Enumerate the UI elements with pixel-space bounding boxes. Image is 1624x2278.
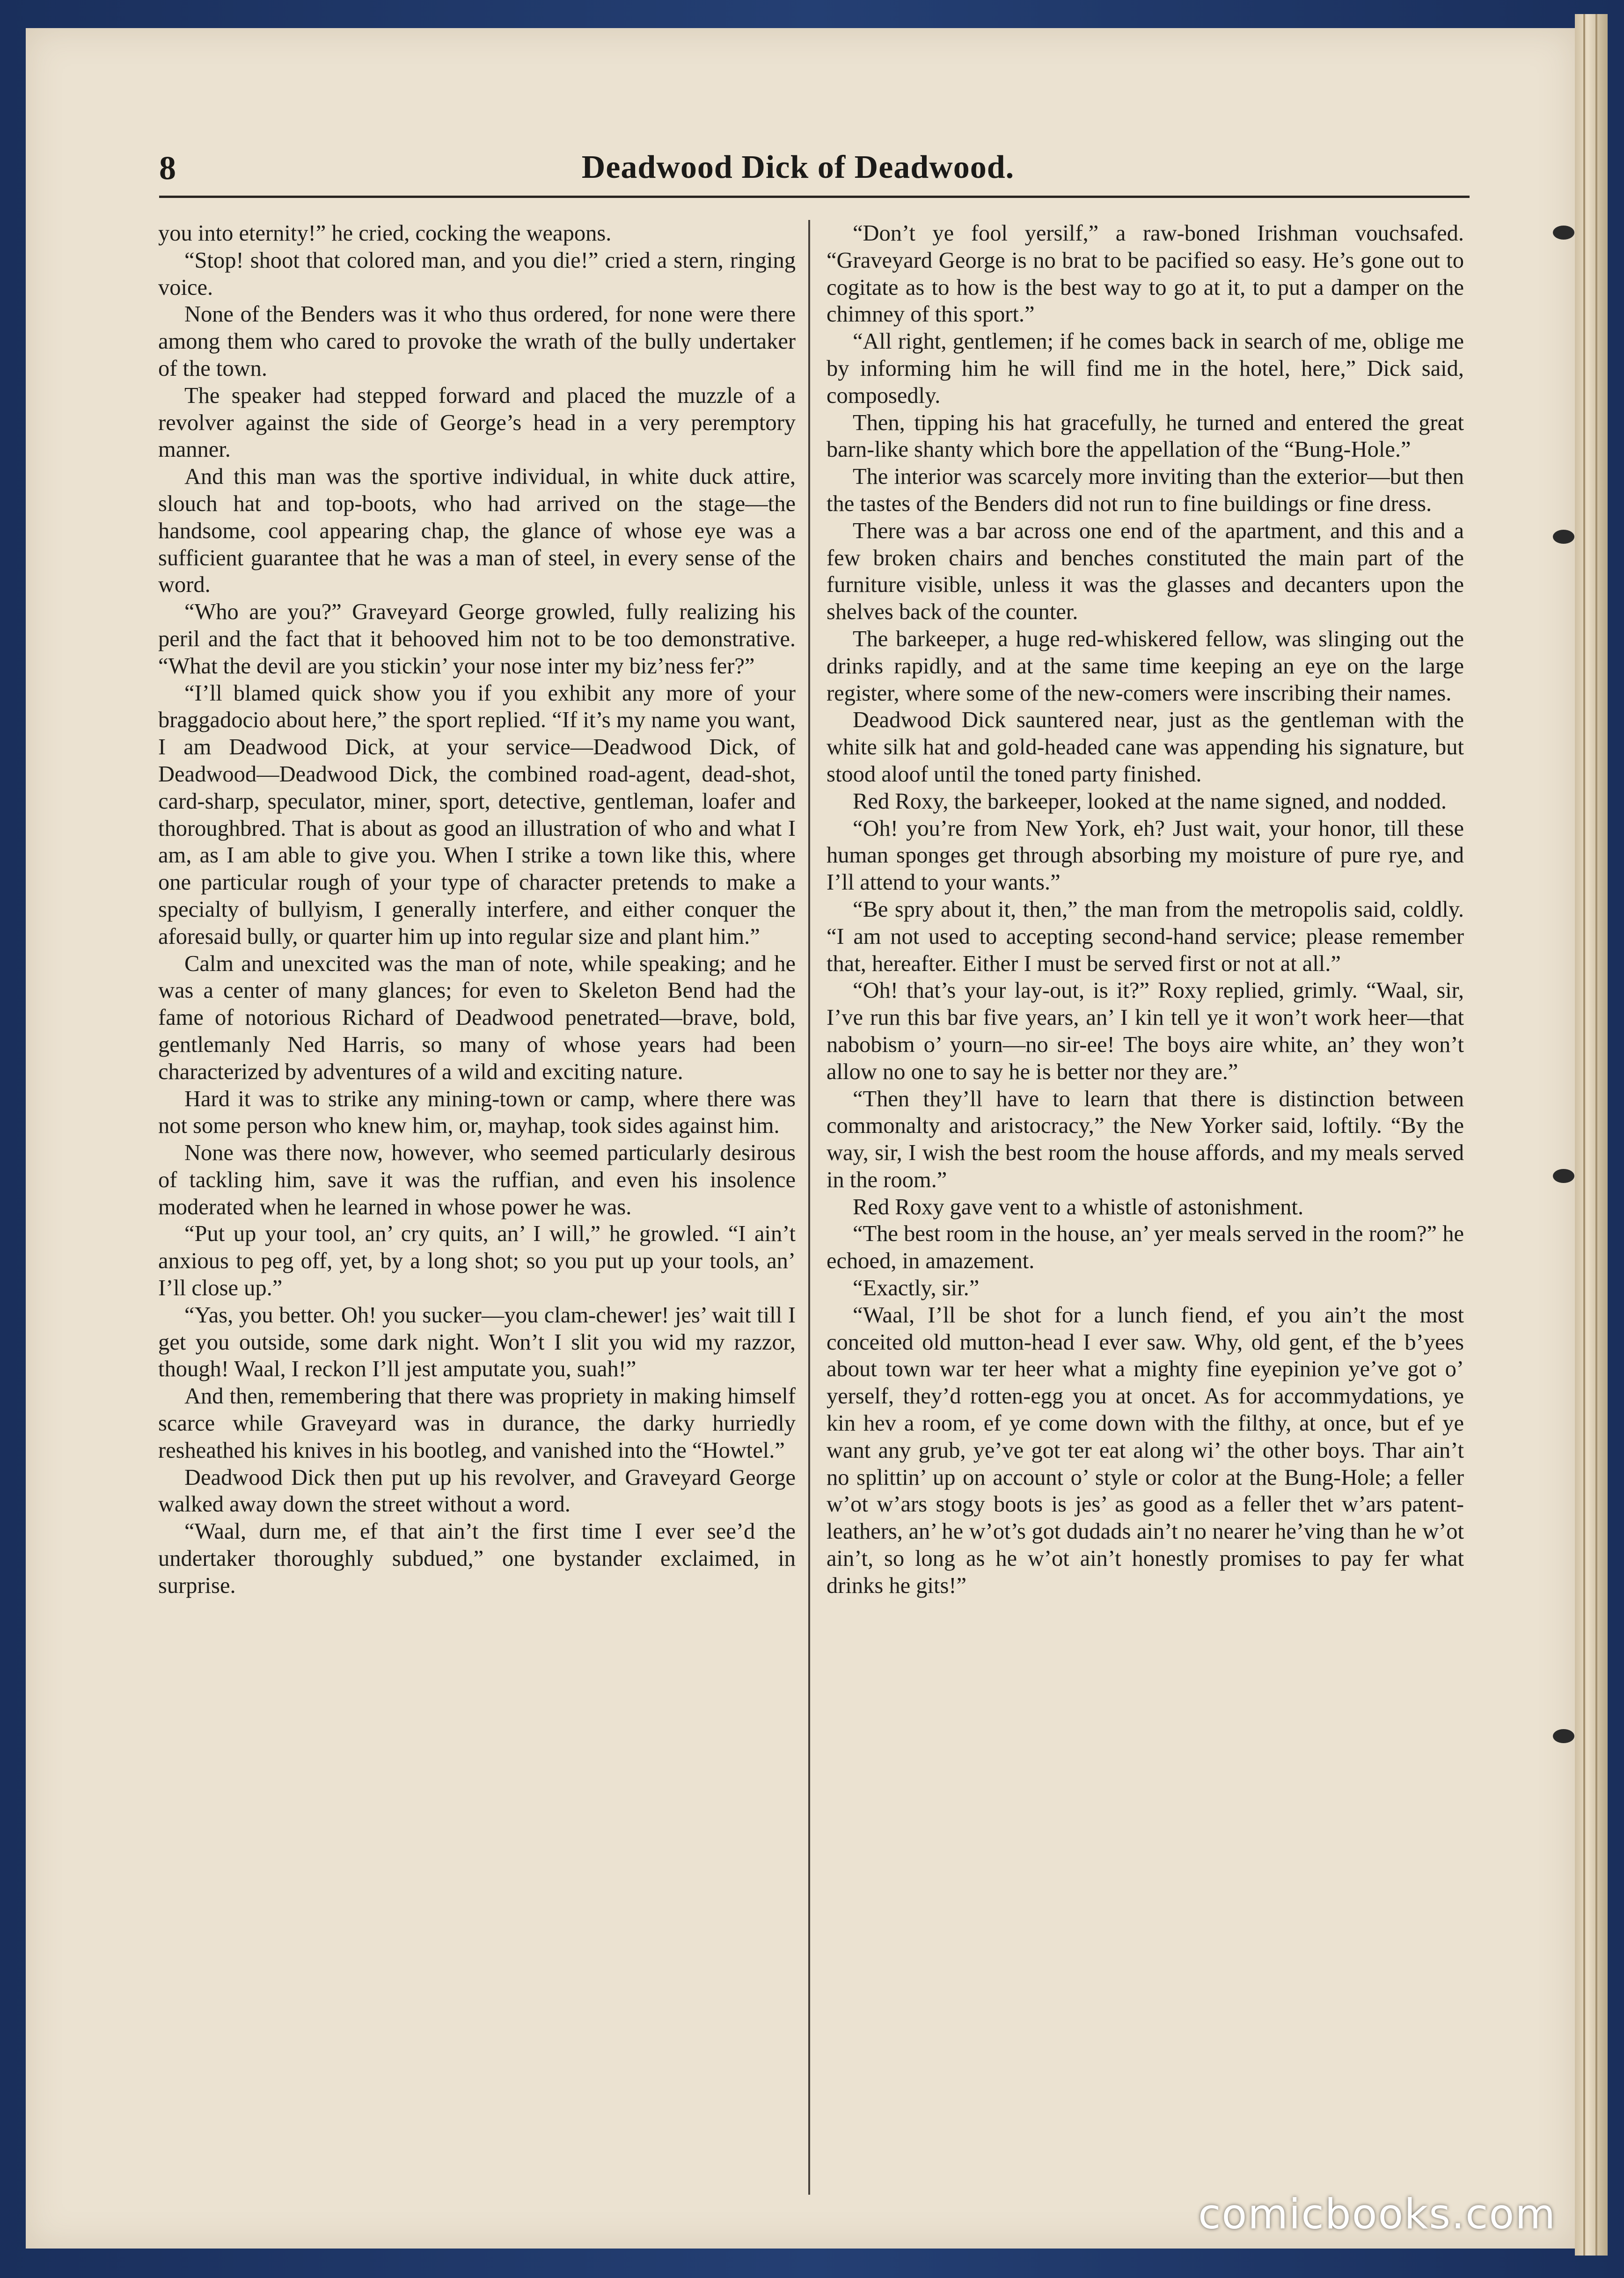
- text-column-right: [827, 220, 1464, 2195]
- paragraph: “Waal, durn me, ef that ain’t the first time I ever see’d the undertaker thoroughly subdued,” one bystander exclaimed, in surprise.: [158, 1519, 796, 1598]
- paragraph: “The best room in the house, an’ yer meals served in the room?” he echoed, in amazement.: [827, 1221, 1464, 1274]
- paragraph: The interior was scarcely more inviting than the exterior—but then the tastes of the Benders did not run to fine buildings or fine dress.: [827, 464, 1464, 516]
- paragraph: “All right, gentlemen; if he comes back in search of me, oblige me by informing him he will find me in the hotel, here,” Dick said, composedly.: [827, 329, 1464, 408]
- running-title: Deadwood Dick of Deadwood.: [581, 149, 1015, 185]
- page-edge-line: [1595, 14, 1597, 2256]
- paragraph: “I’ll blamed quick show you if you exhibit any more of your braggadocio about here,” the sport replied. “If it’s my name you want, I am Deadwood Dick, at your service—Deadwood Dick, of Deadwood—Deadwood Dick, the combined road-agent, dead-shot, card-sharp, speculator, miner, sport, detective, gentleman, loafer and thoroughbred. That is about as good an illustration of who and what I am, as I am able to give you. When I strike a town like this, where one particular rough of your type of character pretends to make a specialty of bullyism, I generally interfere, and either conquer the aforesaid bully, or quarter him up into regular size and plant him.”: [158, 680, 796, 949]
- paragraph: “Be spry about it, then,” the man from the metropolis said, coldly. “I am not used to accepting second-hand service; please remember that, hereafter. Either I must be served first or not at all.”: [827, 897, 1464, 976]
- binding-hole-2: [1553, 530, 1574, 544]
- paragraph: you into eternity!” he cried, cocking the weapons.: [158, 221, 612, 246]
- page-number: 8: [159, 149, 176, 187]
- binding-hole-4: [1553, 1729, 1574, 1743]
- paragraph: “Don’t ye fool yersilf,” a raw-boned Irishman vouchsafed. “Graveyard George is no brat to be pacified so easy. He’s gone out to cogitate as to how is the best way to go at it, to put a damper on the chimney of this sport.”: [827, 221, 1464, 327]
- paragraph: “Oh! you’re from New York, eh? Just wait, your honor, till these human sponges get through absorbing my moisture of pure rye, and I’ll attend to your wants.”: [827, 816, 1464, 895]
- binding-hole-1: [1553, 226, 1574, 240]
- paragraph: None of the Benders was it who thus ordered, for none were there among them who cared to provoke the wrath of the bully undertaker of the town.: [158, 302, 796, 381]
- paragraph: The barkeeper, a huge red-whiskered fellow, was slinging out the drinks rapidly, and at the same time keeping an eye on the large register, where some of the new-comers were inscribing their names.: [827, 626, 1464, 706]
- paragraph: “Waal, I’ll be shot for a lunch fiend, ef you ain’t the most conceited old mutton-head I ever saw. Why, old gent, ef the b’yees about town war ter heer what a mighty fine eyepinion ye’ve got o’ yerself, they’d rotten-egg you at oncet. As for accommydations, ye kin hev a room, ef ye come down with the filthy, at once, but ef ye want any grub, ye’ve got ter eat along wi’ the other boys. Thar ain’t no splittin’ up on account o’ style or color at the Bung-Hole; a feller w’ot w’ars stogy boots is jes’ as good as a feller thet w’ars patent-leathers, an’ he w’ot’s got dudads ain’t no nearer he’ving than he w’ot ain’t, so long as he w’ot ain’t honestly promises to pay fer what drinks he gits!”: [827, 1302, 1464, 1598]
- page-edge: [1575, 14, 1608, 2256]
- paragraph: “Yas, you better. Oh! you sucker—you clam-chewer! jes’ wait till I get you outside, some dark night. Won’t I slit you wid my razzor, though! Waal, I reckon I’ll jest amputate you, suah!”: [158, 1302, 796, 1382]
- paragraph: There was a bar across one end of the apartment, and this and a few broken chairs and benches constituted the main part of the furniture visible, unless it was the glasses and decanters upon the shelves back of the counter.: [827, 518, 1464, 625]
- text-column-left: [158, 220, 796, 2195]
- paragraph: “Stop! shoot that colored man, and you die!” cried a stern, ringing voice.: [158, 248, 796, 300]
- paragraph: “Exactly, sir.”: [853, 1276, 980, 1301]
- paragraph: “Who are you?” Graveyard George growled, fully realizing his peril and the fact that it behooved him not to be too demonstrative. “What the devil are you stickin’ your nose inter my biz’ness fer?”: [158, 599, 796, 679]
- page-header: [131, 140, 1465, 192]
- binding-hole-3: [1553, 1169, 1574, 1183]
- paragraph: And this man was the sportive individual, in white duck attire, slouch hat and top-boots, who had arrived on the stage—the handsome, cool appearing chap, the glance of whose eye was a sufficient guarantee that he was a man of steel, in every sense of the word.: [158, 464, 796, 598]
- header-rule: [159, 196, 1470, 198]
- paragraph: “Put up your tool, an’ cry quits, an’ I will,” he growled. “I ain’t anxious to peg off, yet, by a long shot; so you put up your tools, an’ I’ll close up.”: [158, 1221, 796, 1301]
- paragraph: “Oh! that’s your lay-out, is it?” Roxy replied, grimly. “Waal, sir, I’ve run this bar five years, an’ I kin tell ye it won’t work heer—that nabobism o’ yourn—no sir-ee! The boys aire white, an’ they won’t allow no one to say he is better nor they are.”: [827, 978, 1464, 1084]
- column-divider: [808, 220, 810, 2195]
- paragraph: The speaker had stepped forward and placed the muzzle of a revolver against the side of George’s head in a very peremptory manner.: [158, 383, 796, 462]
- paragraph: Then, tipping his hat gracefully, he turned and entered the great barn-like shanty which bore the appellation of the “Bung-Hole.”: [827, 410, 1464, 462]
- page-edge-line: [1583, 14, 1585, 2256]
- paragraph: Deadwood Dick sauntered near, just as the gentleman with the white silk hat and gold-headed cane was appending his signature, but stood aloof until the toned party finished.: [827, 708, 1464, 787]
- paragraph: None was there now, however, who seemed particularly desirous of tackling him, save it was the ruffian, and even his insolence moderated when he learned in whose power he was.: [158, 1140, 796, 1219]
- paragraph: “Then they’ll have to learn that there is distinction between commonalty and aristocracy,” the New Yorker said, loftily. “By the way, sir, I wish the best room the house affords, and my meals served in the room.”: [827, 1086, 1464, 1192]
- paragraph: Deadwood Dick then put up his revolver, and Graveyard George walked away down the street without a word.: [158, 1465, 796, 1517]
- watermark-text: comicbooks.com: [1198, 2190, 1557, 2238]
- paragraph: And then, remembering that there was propriety in making himself scarce while Graveyard was in durance, the darky hurriedly resheathed his knives in his bootleg, and vanished into the “Howtel.”: [158, 1384, 796, 1463]
- paragraph: Hard it was to strike any mining-town or camp, where there was not some person who knew him, or, mayhap, took sides against him.: [158, 1086, 796, 1139]
- paragraph: Red Roxy gave vent to a whistle of astonishment.: [853, 1194, 1304, 1219]
- paragraph: Calm and unexcited was the man of note, while speaking; and he was a center of many glances; for even to Skeleton Bend had the fame of notorious Richard of Deadwood penetrated—brave, bold, gentlemanly Ned Harris, so many of whose years had been characterized by adventures of a wild and exciting nature.: [158, 951, 796, 1084]
- paragraph: Red Roxy, the barkeeper, looked at the name signed, and nodded.: [853, 789, 1447, 814]
